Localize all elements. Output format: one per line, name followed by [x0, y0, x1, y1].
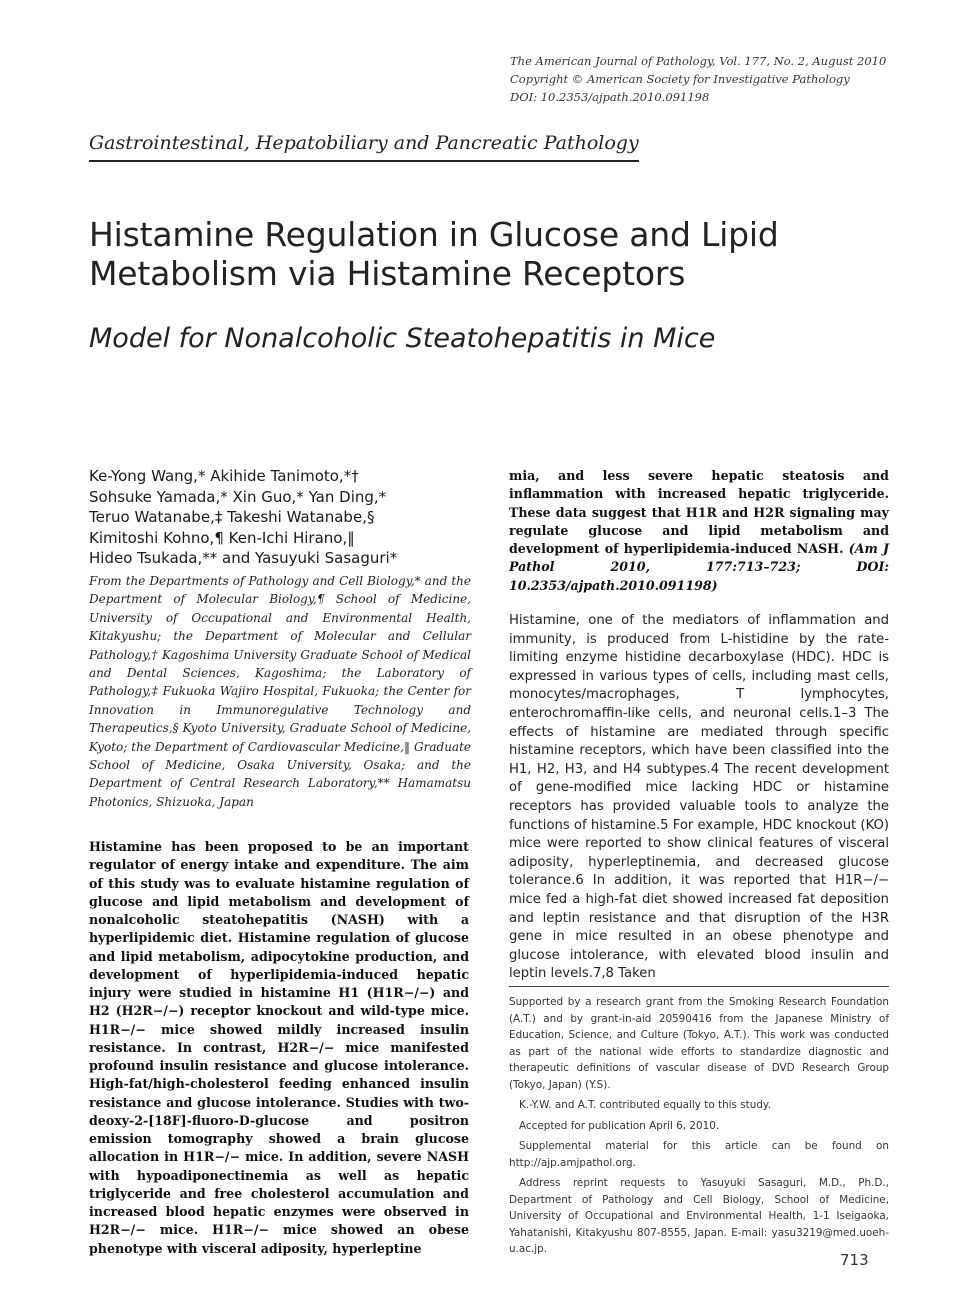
- affiliations: From the Departments of Pathology and Cell Biology,* and the Department of Molecular Biology,¶ School of Medicine, University of Occupational and Environmental Health, Kitakyushu; the Department of Molecular and Cellular Pathology,† Kagoshima University Graduate School of Medical and Dental Sciences, Kagoshima; the Laboratory of Pathology,‡ Fukuoka Wajiro Hospital, Fukuoka; the Center for Innovation in Immunoregulative Technology and Therapeutics,§ Kyoto University, Graduate School of Medicine, Kyoto; the Department of Cardiovascular Medicine,‖ Graduate School of Medicine, Osaka University, Osaka; and the Department of Central Research Laboratory,** Hamamatsu Photonics, Shizuoka, Japan: [89, 574, 471, 809]
- footnote-supplemental: Supplemental material for this article can be found on http://ajp.amjpathol.org.: [509, 1140, 889, 1169]
- footnotes: [509, 994, 889, 1262]
- journal-header: [510, 52, 930, 106]
- author-line: Teruo Watanabe,‡ Takeshi Watanabe,§: [89, 508, 375, 526]
- footnote-accepted: Accepted for publication April 6, 2010.: [519, 1119, 720, 1132]
- footnote-equal-contribution: K.-Y.W. and A.T. contributed equally to this study.: [519, 1099, 771, 1111]
- abstract-citation: (Am J Pathol 2010, 177:713–723; DOI: 10.2353/ajpath.2010.091198): [509, 541, 889, 593]
- author-line: Sohsuke Yamada,* Xin Guo,* Yan Ding,*: [89, 487, 387, 506]
- journal-citation: The American Journal of Pathology, Vol. 177, No. 2, August 2010: [510, 54, 887, 68]
- article-subtitle: Model for Nonalcoholic Steatohepatitis in Mice: [89, 323, 716, 354]
- page-number: 713: [840, 1251, 869, 1269]
- journal-copyright: Copyright © American Society for Investigative Pathology: [510, 72, 850, 86]
- author-line: Ke-Yong Wang,* Akihide Tanimoto,*†: [89, 467, 359, 485]
- section-heading: Gastrointestinal, Hepatobiliary and Pancreatic Pathology: [89, 132, 639, 162]
- footnote-divider: [509, 986, 889, 987]
- footnote-address: Address reprint requests to Yasuyuki Sasaguri, M.D., Ph.D., Department of Pathology and Cell Biology, School of Medicine, University of Occupational and Environmental Health, 1-1 Iseigaoka, Yahatanishi, Kitakyushu 807-8555, Japan. E-mail: yasu3219@med.uoeh-u.ac.jp.: [509, 1177, 889, 1255]
- title-line-1: Histamine Regulation in Glucose and Lipid: [89, 215, 779, 254]
- footnote-support: Supported by a research grant from the Smoking Research Foundation (A.T.) and by grant-in-aid 20590416 from the Japanese Ministry of Education, Science, and Culture (Tokyo, A.T.). This work was conducted as part of the national wide efforts to standardize diagnostic and therapeutic definitions of vascular disease of DVD Research Group (Tokyo, Japan) (Y.S).: [509, 996, 889, 1091]
- journal-doi: DOI: 10.2353/ajpath.2010.091198: [510, 90, 710, 104]
- abstract-part-2: [509, 467, 889, 595]
- author-list: [89, 466, 489, 569]
- author-line: Kimitoshi Kohno,¶ Ken-Ichi Hirano,‖: [89, 528, 355, 547]
- abstract-part-1: Histamine has been proposed to be an important regulator of energy intake and expenditure. The aim of this study was to evaluate histamine regulation of glucose and lipid metabolism and development of nonalcoholic steatohepatitis (NASH) with a hyperlipidemic diet. Histamine regulation of glucose and lipid metabolism, adipocytokine production, and development of hyperlipidemia-induced hepatic injury were studied in histamine H1 (H1R−/−) and H2 (H2R−/−) receptor knockout and wild-type mice. H1R−/− mice showed mildly increased insulin resistance. In contrast, H2R−/− mice manifested profound insulin resistance and glucose intolerance. High-fat/high-cholesterol feeding enhanced insulin resistance and glucose intolerance. Studies with two-deoxy-2-[18F]-fluoro-D-glucose and positron emission tomography showed a brain glucose allocation in H1R−/− mice. In addition, severe NASH with hypoadiponectinemia as well as hepatic triglyceride and free cholesterol accumulation and increased blood hepatic enzymes were observed in H2R−/− mice. H1R−/− mice showed an obese phenotype with visceral adiposity, hyperleptine: [89, 839, 469, 1256]
- body-text: Histamine, one of the mediators of inflammation and immunity, is produced from L-histidine by the rate-limiting enzyme histidine decarboxylase (HDC). HDC is expressed in various types of cells, including mast cells, monocytes/macrophages, T lymphocytes, enterochromaffin-like cells, and neuronal cells.1–3 The effects of histamine are mediated through specific histamine receptors, which have been classified into the H1, H2, H3, and H4 subtypes.4 The recent development of gene-modified mice lacking HDC or histamine receptors has provided valuable tools to analyze the functions of histamine.5 For example, HDC knockout (KO) mice were reported to show clinical features of visceral adiposity, hyperleptinemia, and decreased glucose tolerance.6 In addition, it was reported that H1R−/− mice fed a high-fat diet showed increased fat deposition and leptin resistance and that disruption of the H3R gene in mice resulted in an obese phenotype and glucose intolerance, with elevated blood insulin and leptin levels.7,8 Taken: [509, 613, 890, 982]
- title-line-2: Metabolism via Histamine Receptors: [89, 254, 686, 293]
- author-line: Hideo Tsukada,** and Yasuyuki Sasaguri*: [89, 549, 398, 567]
- abstract-continuation: mia, and less severe hepatic steatosis and inflammation with increased hepatic triglyceride. These data suggest that H1R and H2R signaling may regulate glucose and lipid metabolism and development of hyperlipidemia-induced NASH.: [509, 468, 889, 556]
- article-title: [89, 215, 849, 293]
